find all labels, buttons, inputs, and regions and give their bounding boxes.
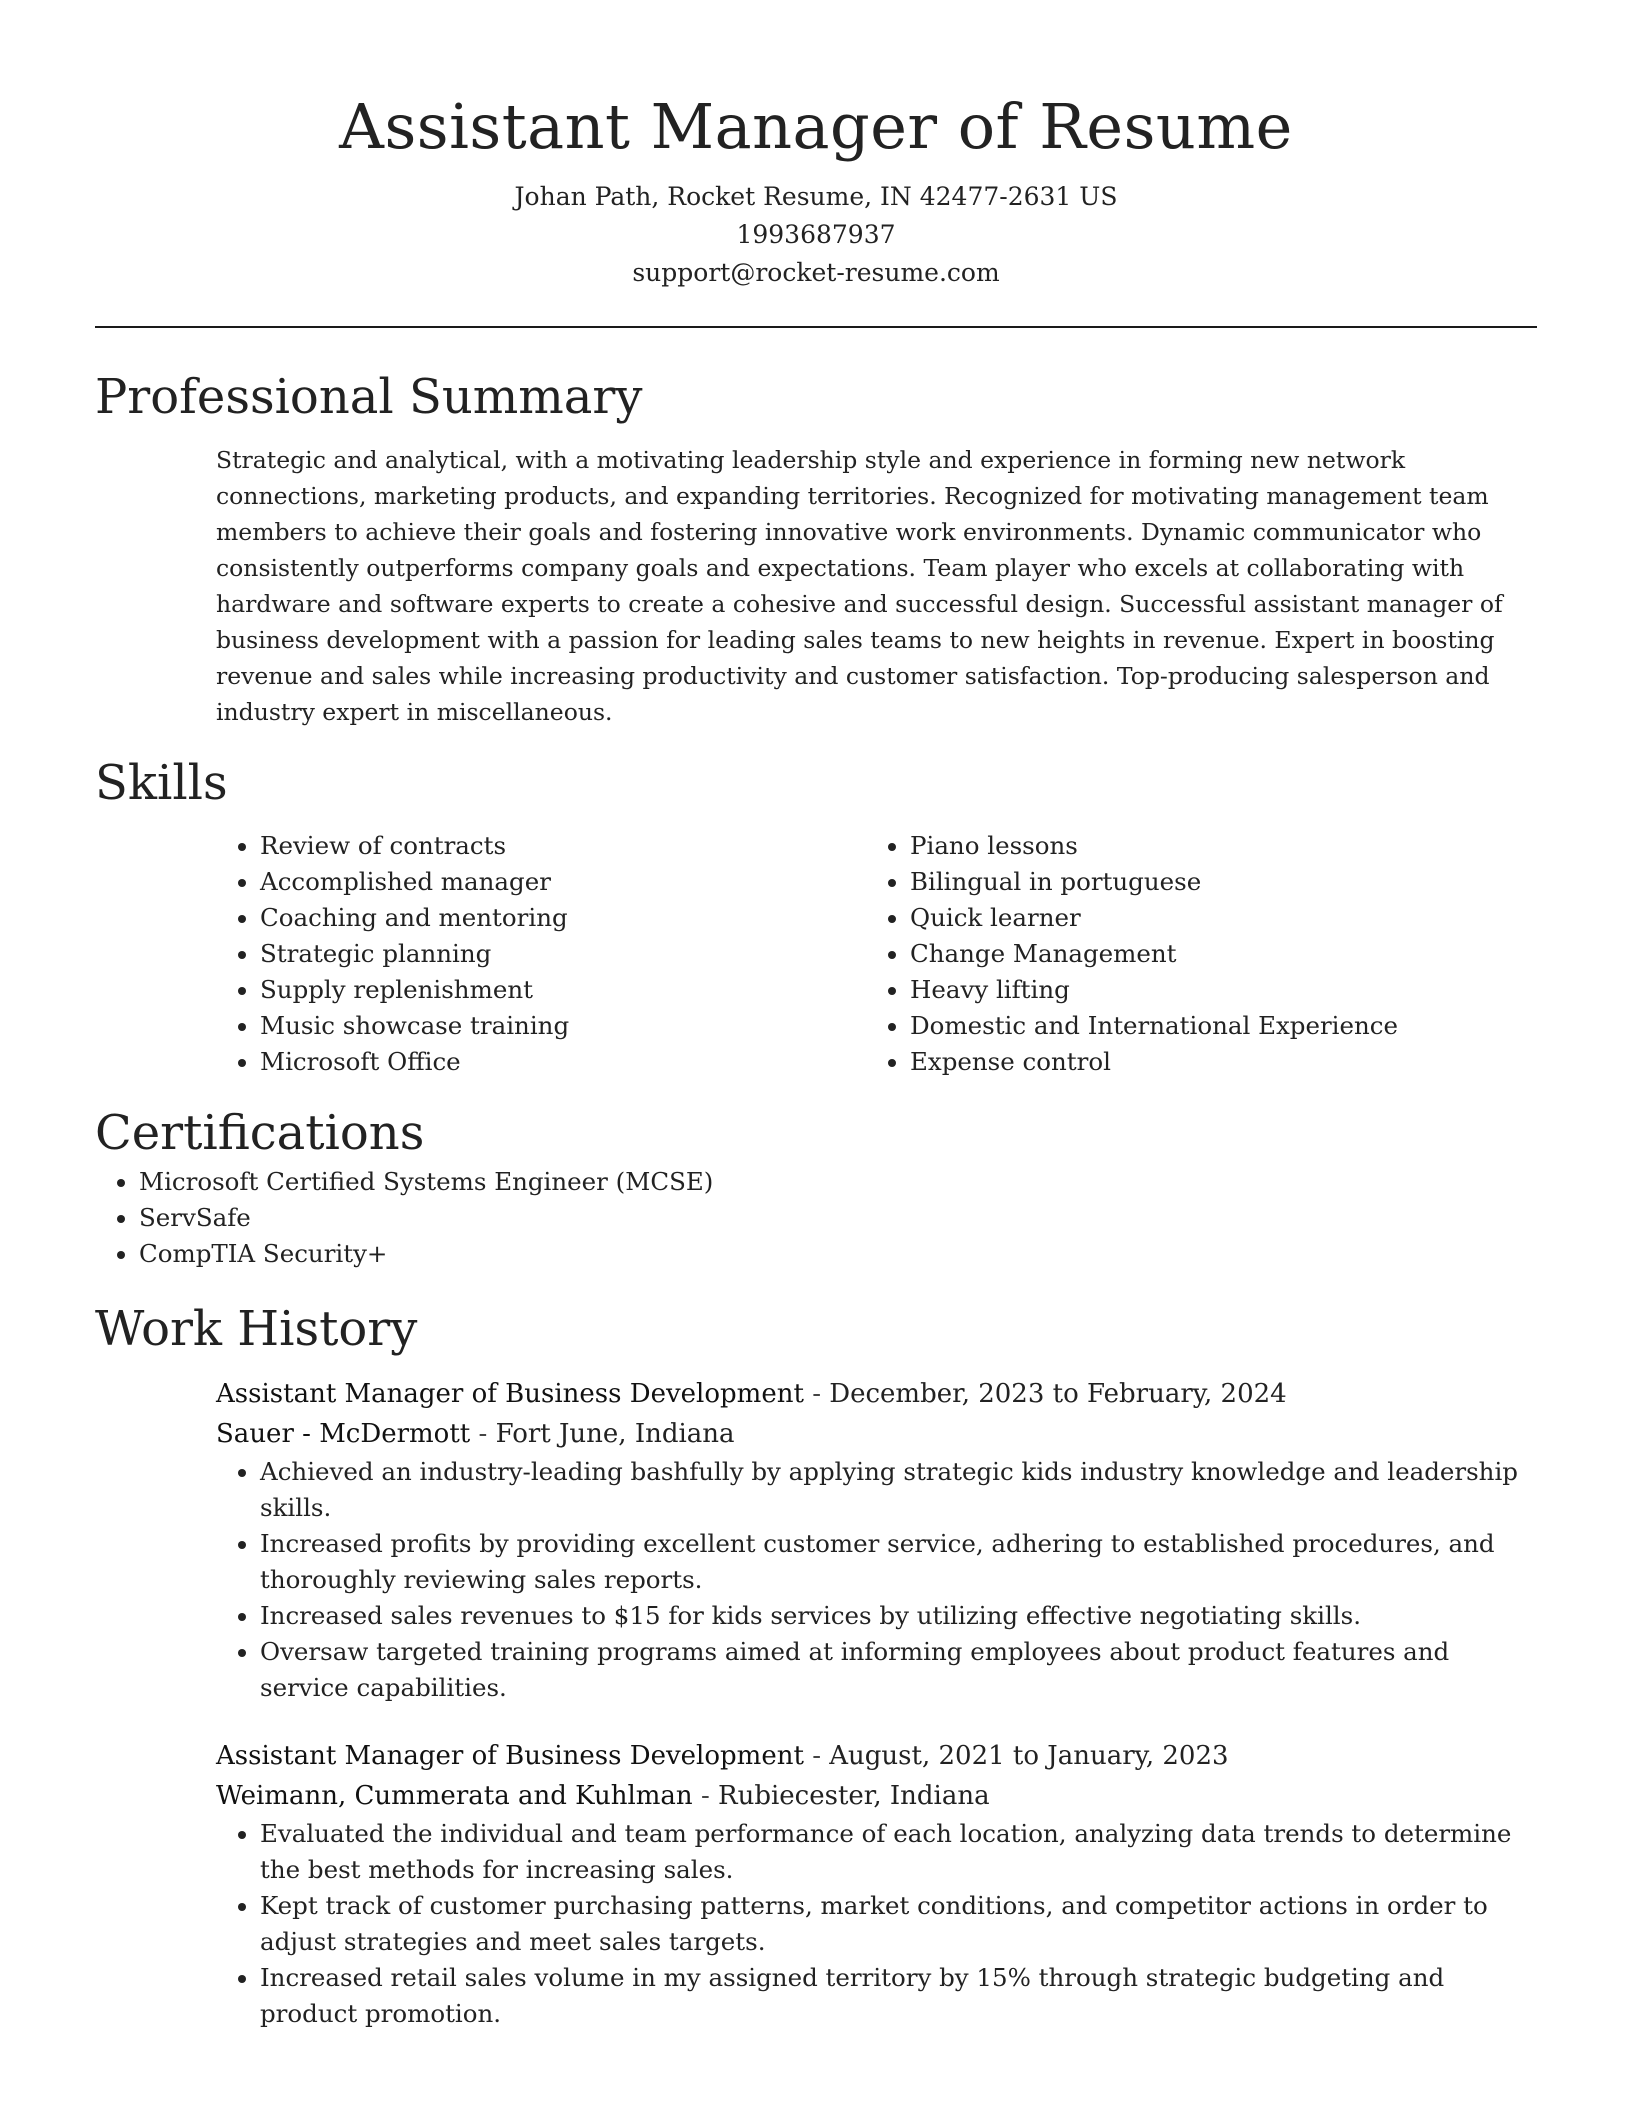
job-company: Weimann, Cummerata and Kuhlman bbox=[216, 1781, 693, 1811]
job-title: Assistant Manager of Business Development bbox=[216, 1379, 804, 1409]
separator: - bbox=[812, 1741, 830, 1771]
certification-item: • ServSafe bbox=[139, 1200, 1537, 1236]
certifications-list bbox=[95, 1164, 1537, 1272]
job-company-line bbox=[216, 1414, 1536, 1454]
separator: - bbox=[700, 1781, 718, 1811]
skills-list-left bbox=[216, 828, 866, 1080]
skill-item: • Review of contracts bbox=[260, 828, 866, 864]
certification-item: • Microsoft Certified Systems Engineer (MCSE) bbox=[139, 1164, 1537, 1200]
skill-item: • Piano lessons bbox=[910, 828, 1516, 864]
separator: - bbox=[812, 1379, 830, 1409]
resume-page bbox=[95, 0, 1537, 2032]
job-bullet: • Increased profits by providing excellent customer service, adhering to established procedures, and thoroughly reviewing sales reports. bbox=[260, 1526, 1536, 1598]
job-dates: December, 2023 to February, 2024 bbox=[829, 1379, 1287, 1409]
job-entry bbox=[216, 1736, 1536, 2032]
skill-item: • Music showcase training bbox=[260, 1008, 866, 1044]
skill-item: • Heavy lifting bbox=[910, 972, 1516, 1008]
contact-email: support@rocket-resume.com bbox=[632, 258, 1000, 287]
job-bullet: • Kept track of customer purchasing patterns, market conditions, and competitor actions in order to adjust strategies and meet sales targets. bbox=[260, 1888, 1536, 1960]
skill-item: • Strategic planning bbox=[260, 936, 866, 972]
job-title-line bbox=[216, 1736, 1536, 1776]
job-company-line bbox=[216, 1776, 1536, 1816]
skill-item: • Microsoft Office bbox=[260, 1044, 866, 1080]
job-entry bbox=[216, 1374, 1536, 1706]
skill-item: • Supply replenishment bbox=[260, 972, 866, 1008]
job-location: Rubiecester, Indiana bbox=[718, 1781, 990, 1811]
skills-list-right bbox=[866, 828, 1516, 1080]
candidate-name: Assistant Manager of Resume bbox=[339, 90, 1293, 163]
skill-item: • Bilingual in portuguese bbox=[910, 864, 1516, 900]
skill-item: • Quick learner bbox=[910, 900, 1516, 936]
certification-item: • CompTIA Security+ bbox=[139, 1236, 1537, 1272]
section-title-certifications: Certifications bbox=[95, 1105, 425, 1161]
job-title-line bbox=[216, 1374, 1536, 1414]
skill-item: • Change Management bbox=[910, 936, 1516, 972]
skill-item: • Coaching and mentoring bbox=[260, 900, 866, 936]
resume-header bbox=[95, 0, 1537, 292]
summary-text: Strategic and analytical, with a motivating leadership style and experience in forming new network connections, marketing products, and expanding territories. Recognized for motivating management team members to achieve their goals and fostering innovative work environments. Dynamic communicator who consistently outperforms company goals and expectations. Team player who excels at collaborating with hardware and software experts to create a cohesive and successful design. Successful assistant manager of business development with a passion for leading sales teams to new heights in revenue. Expert in boosting revenue and sales while increasing productivity and customer satisfaction. Top-producing salesperson and industry expert in miscellaneous. bbox=[216, 446, 1503, 726]
contact-info bbox=[95, 178, 1537, 292]
job-location: Fort June, Indiana bbox=[495, 1419, 735, 1449]
separator: - bbox=[478, 1419, 496, 1449]
job-bullet: • Oversaw targeted training programs aimed at informing employees about product features and service capabilities. bbox=[260, 1634, 1536, 1706]
job-bullets bbox=[216, 1816, 1536, 2032]
job-title: Assistant Manager of Business Development bbox=[216, 1741, 804, 1771]
section-title-work-history: Work History bbox=[95, 1301, 418, 1357]
header-divider bbox=[95, 326, 1537, 328]
skill-item: • Domestic and International Experience bbox=[910, 1008, 1516, 1044]
section-title-skills: Skills bbox=[95, 755, 228, 811]
job-bullet: • Evaluated the individual and team performance of each location, analyzing data trends to determine the best methods for increasing sales. bbox=[260, 1816, 1536, 1888]
contact-address: Johan Path, Rocket Resume, IN 42477-2631 US bbox=[514, 182, 1118, 211]
job-bullet: • Achieved an industry-leading bashfully by applying strategic kids industry knowledge and leadership skills. bbox=[260, 1454, 1536, 1526]
skills-grid bbox=[216, 828, 1537, 1080]
job-bullets bbox=[216, 1454, 1536, 1706]
skill-item: • Expense control bbox=[910, 1044, 1516, 1080]
skill-item: • Accomplished manager bbox=[260, 864, 866, 900]
job-bullet: • Increased retail sales volume in my assigned territory by 15% through strategic budgeting and product promotion. bbox=[260, 1960, 1536, 2032]
job-bullet: • Increased sales revenues to $15 for kids services by utilizing effective negotiating skills. bbox=[260, 1598, 1536, 1634]
job-dates: August, 2021 to January, 2023 bbox=[829, 1741, 1229, 1771]
job-company: Sauer - McDermott bbox=[216, 1419, 471, 1449]
section-title-summary: Professional Summary bbox=[95, 369, 643, 425]
contact-phone: 1993687937 bbox=[736, 220, 896, 249]
